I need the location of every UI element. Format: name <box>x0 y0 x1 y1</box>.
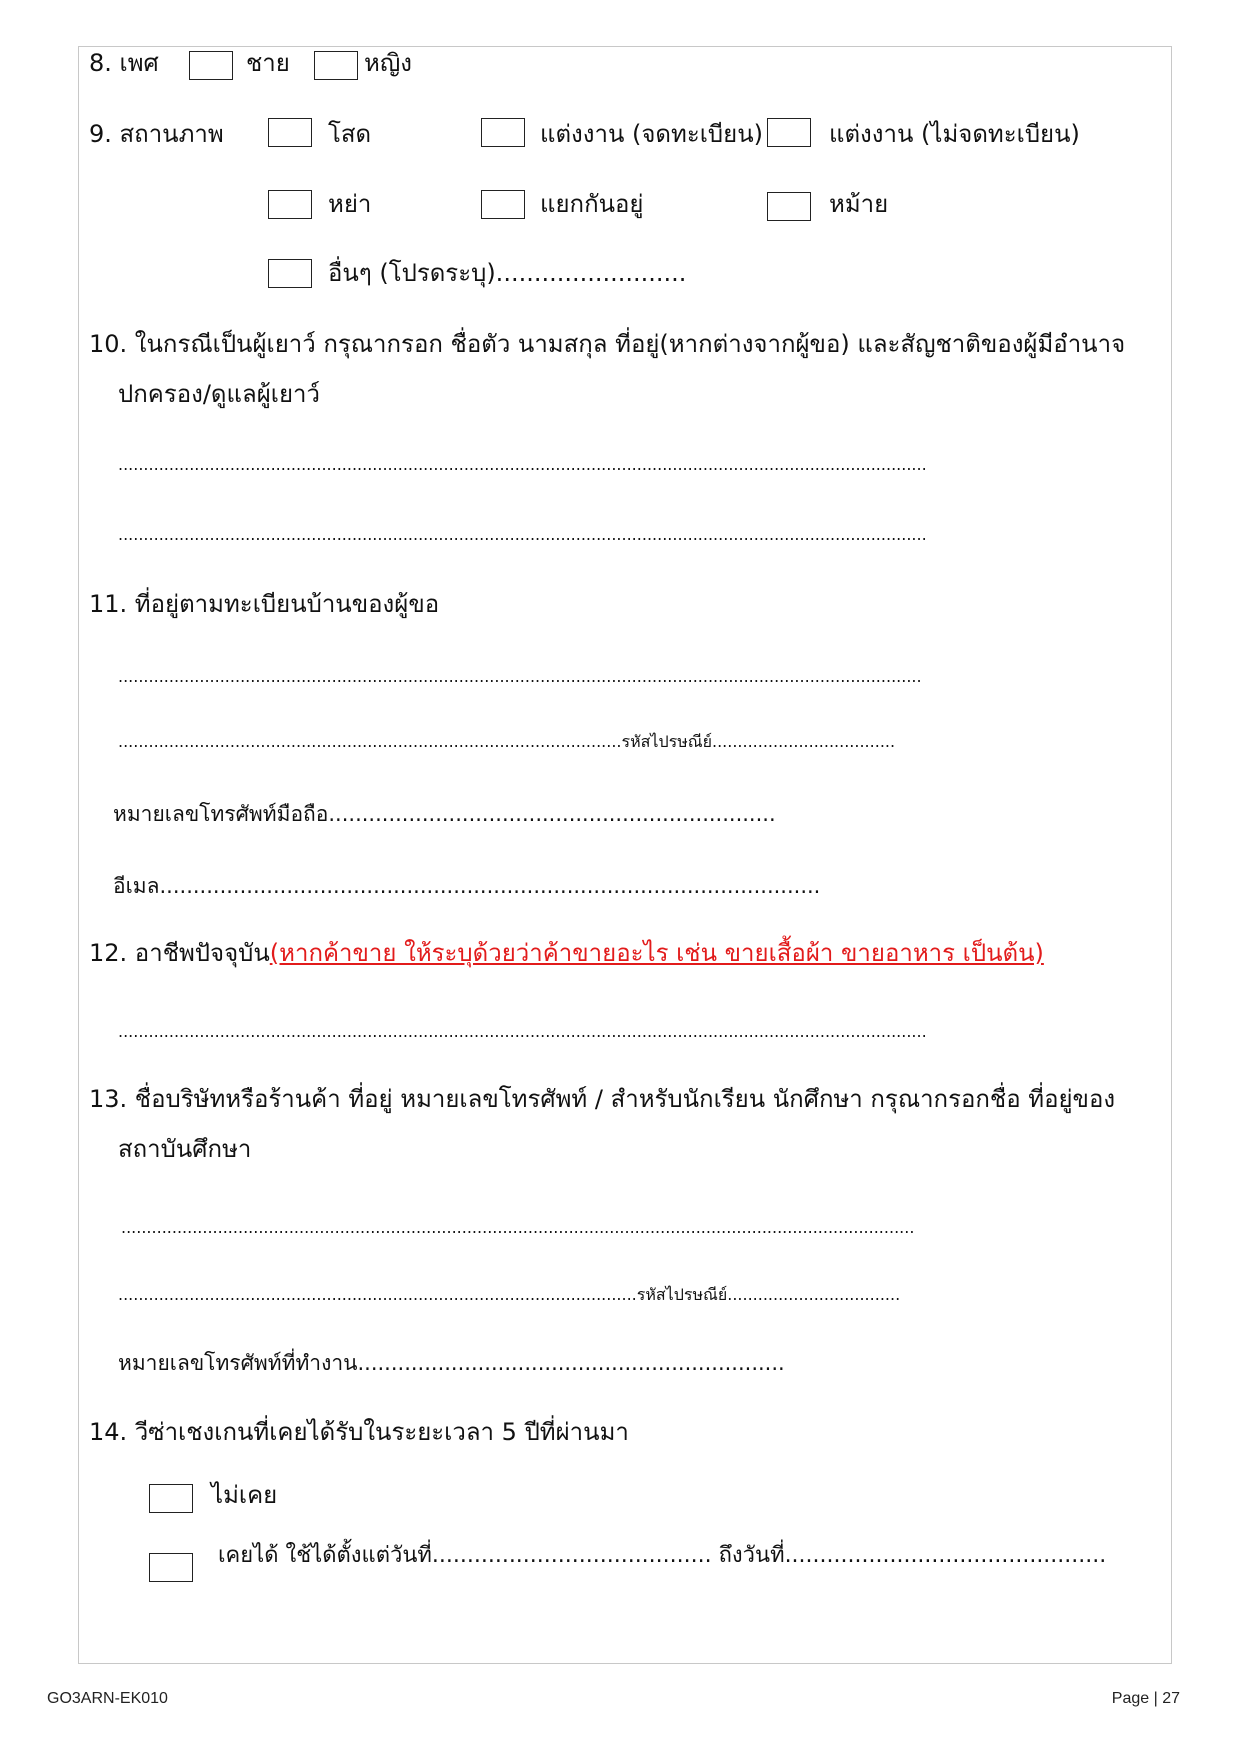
q14-never-label: ไม่เคย <box>211 1481 278 1509</box>
q10-question-line1: 10. ในกรณีเป็นผู้เยาว์ กรุณากรอก ชื่อตัว นามสกุล ที่อยู่(หากต่างจากผู้ขอ) และสัญชาติของผู้มีอำนาจ <box>89 330 1126 358</box>
q13-fill-line-2[interactable]: ......................................................................................................รหัสไปรษณีย์.................................. <box>118 1285 901 1304</box>
q9-other-checkbox[interactable] <box>268 259 312 288</box>
q13-question-line2: สถาบันศึกษา <box>118 1135 252 1163</box>
q9-other-label[interactable]: อื่นๆ (โปรดระบุ)......................... <box>328 259 687 287</box>
q13-question-line1: 13. ชื่อบริษัทหรือร้านค้า ที่อยู่ หมายเลขโทรศัพท์ / สำหรับนักเรียน นักศึกษา กรุณากรอกชื่อ ที่อยู่ของ <box>89 1085 1116 1113</box>
q8-male-label: ชาย <box>246 49 290 77</box>
q14-ever-checkbox[interactable] <box>149 1553 193 1582</box>
q10-question-line2: ปกครอง/ดูแลผู้เยาว์ <box>118 380 320 408</box>
q12-fill-line[interactable]: ............................................................................................................................................................... <box>118 1022 927 1041</box>
q8-female-label: หญิง <box>364 49 412 77</box>
q13-work-phone-field[interactable]: หมายเลขโทรศัพท์ที่ทำงาน................................................................ <box>118 1351 785 1375</box>
q10-fill-line-1[interactable]: ............................................................................................................................................................... <box>118 455 927 474</box>
q14-label: 14. วีซ่าเชงเกนที่เคยได้รับในระยะเวลา 5 ปีที่ผ่านมา <box>89 1418 629 1446</box>
q9-widowed-label: หม้าย <box>829 190 889 218</box>
q11-mobile-field[interactable]: หมายเลขโทรศัพท์มือถือ................................................................... <box>113 802 776 826</box>
q14-ever-label[interactable]: เคยได้ ใช้ได้ตั้งแต่วันที่........................................ ถึงวันที่.............................................. <box>218 1543 1107 1568</box>
q9-married-reg-checkbox[interactable] <box>481 118 525 147</box>
q12-label-text: 12. อาชีพปัจจุบัน <box>89 939 270 967</box>
q12-red-note: (หากค้าขาย ให้ระบุด้วยว่าค้าขายอะไร เช่น ขายเสื้อผ้า ขายอาหาร เป็นต้น) <box>269 939 1044 967</box>
q9-divorced-label: หย่า <box>328 190 372 218</box>
q9-separated-label: แยกกันอยู่ <box>540 190 644 218</box>
q11-label: 11. ที่อยู่ตามทะเบียนบ้านของผู้ขอ <box>89 590 440 618</box>
q11-address-line-1[interactable]: .............................................................................................................................................................. <box>118 667 922 686</box>
q11-address-line-2[interactable]: ...................................................................................................รหัสไปรษณีย์.................................... <box>118 732 896 751</box>
page-number: Page | 27 <box>1111 1690 1180 1707</box>
q13-fill-line-1[interactable]: ............................................................................................................................................................ <box>121 1218 915 1237</box>
q9-married-unreg-label: แต่งงาน (ไม่จดทะเบียน) <box>829 120 1080 148</box>
document-code: GO3ARN-EK010 <box>47 1690 168 1707</box>
q9-married-reg-label: แต่งงาน (จดทะเบียน) <box>540 120 763 148</box>
q10-fill-line-2[interactable]: ............................................................................................................................................................... <box>118 525 927 544</box>
q9-widowed-checkbox[interactable] <box>767 192 811 221</box>
q9-separated-checkbox[interactable] <box>481 190 525 219</box>
q12-label <box>89 938 1044 968</box>
q9-single-label: โสด <box>328 120 372 148</box>
q8-label: 8. เพศ <box>89 49 159 77</box>
q9-divorced-checkbox[interactable] <box>268 190 312 219</box>
q11-email-field[interactable]: อีเมล................................................................................................... <box>113 874 821 898</box>
q14-never-checkbox[interactable] <box>149 1484 193 1513</box>
q9-label: 9. สถานภาพ <box>89 120 224 148</box>
q8-female-checkbox[interactable] <box>314 51 358 80</box>
q9-married-unreg-checkbox[interactable] <box>767 118 811 147</box>
q8-male-checkbox[interactable] <box>189 51 233 80</box>
q9-single-checkbox[interactable] <box>268 118 312 147</box>
